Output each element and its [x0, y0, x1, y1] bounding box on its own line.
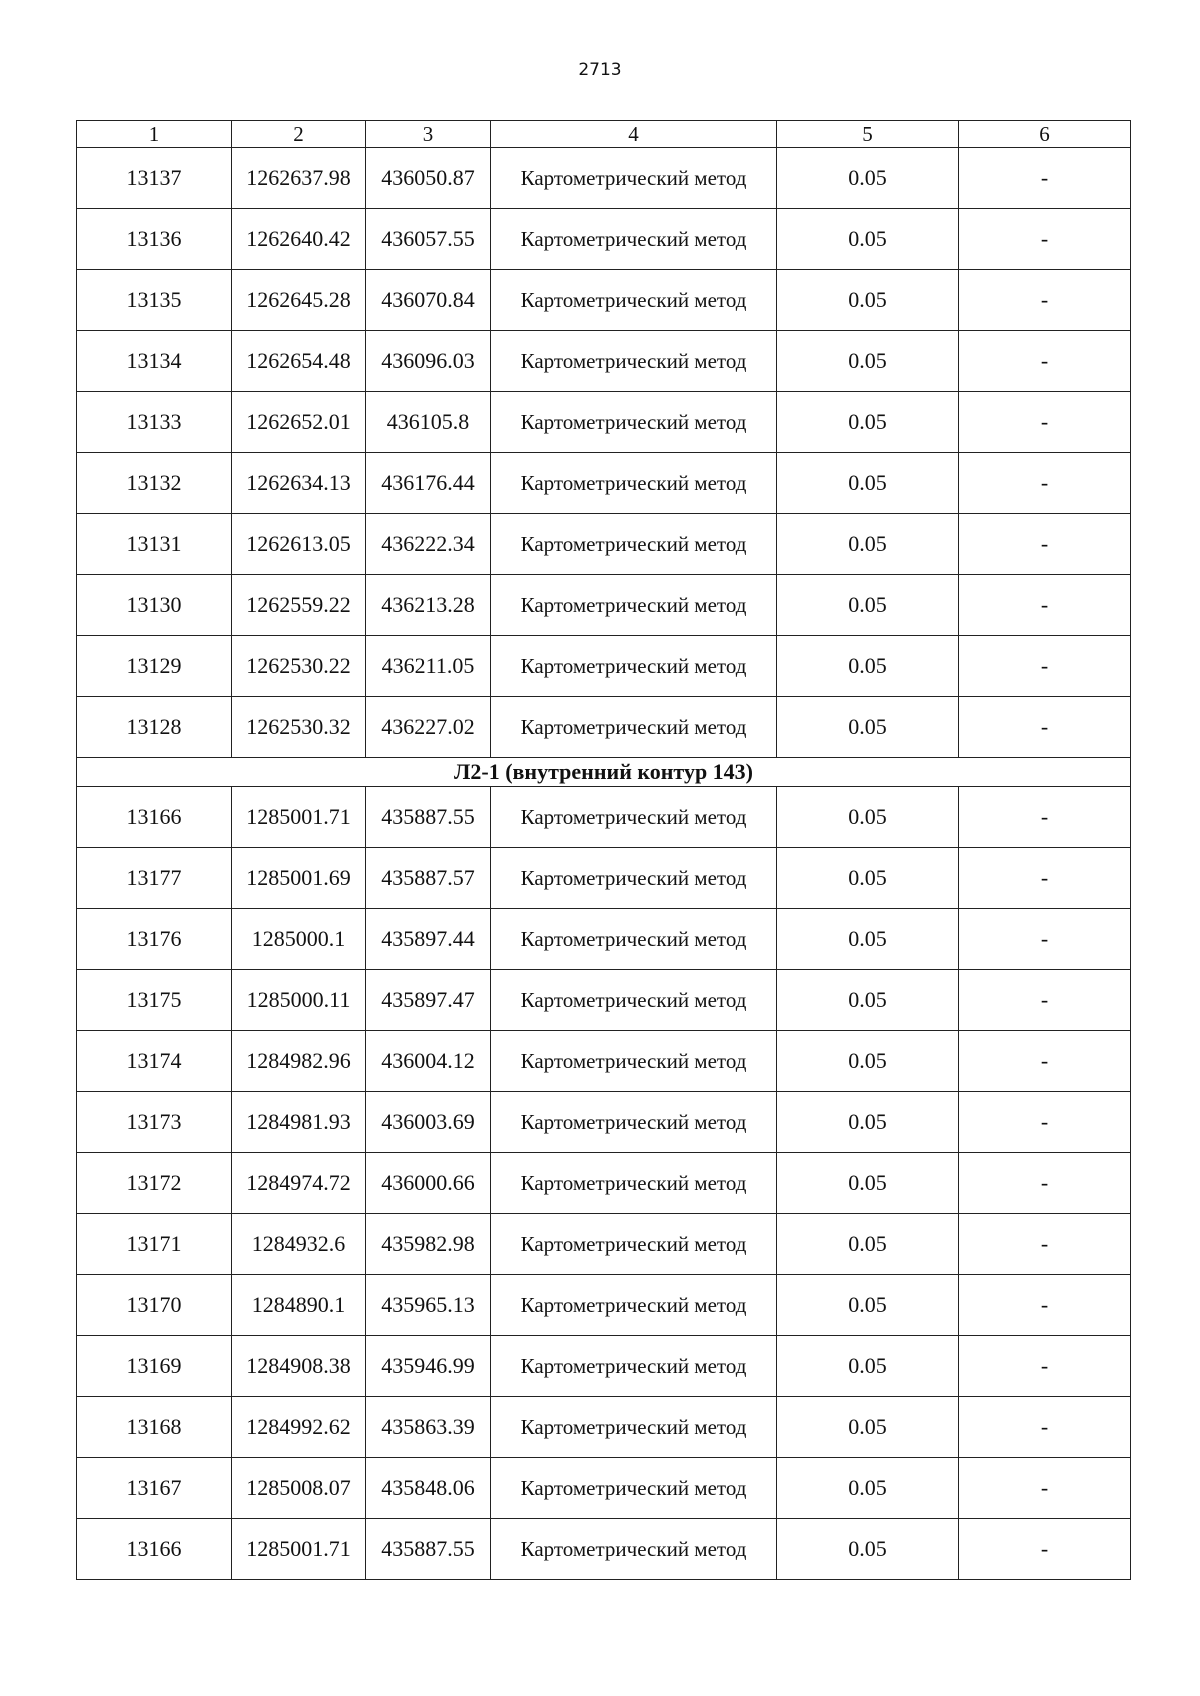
- method-cell: Картометрический метод: [491, 848, 777, 909]
- point-number-cell: 13173: [77, 1092, 232, 1153]
- accuracy-cell: 0.05: [777, 909, 959, 970]
- point-number-cell: 13166: [77, 787, 232, 848]
- note-cell: -: [959, 636, 1131, 697]
- point-number-cell: 13134: [77, 331, 232, 392]
- method-cell: Картометрический метод: [491, 331, 777, 392]
- accuracy-cell: 0.05: [777, 848, 959, 909]
- method-cell: Картометрический метод: [491, 1458, 777, 1519]
- accuracy-cell: 0.05: [777, 1519, 959, 1580]
- column-header: 4: [491, 121, 777, 148]
- table-row: [77, 575, 1131, 636]
- y-coordinate-cell: 435848.06: [366, 1458, 491, 1519]
- x-coordinate-cell: 1284890.1: [232, 1275, 366, 1336]
- point-number-cell: 13168: [77, 1397, 232, 1458]
- table-row: [77, 331, 1131, 392]
- x-coordinate-cell: 1262645.28: [232, 270, 366, 331]
- point-number-cell: 13167: [77, 1458, 232, 1519]
- point-number-cell: 13130: [77, 575, 232, 636]
- x-coordinate-cell: 1285008.07: [232, 1458, 366, 1519]
- point-number-cell: 13129: [77, 636, 232, 697]
- x-coordinate-cell: 1284932.6: [232, 1214, 366, 1275]
- section-title: Л2-1 (внутренний контур 143): [77, 758, 1131, 787]
- y-coordinate-cell: 436213.28: [366, 575, 491, 636]
- note-cell: -: [959, 697, 1131, 758]
- note-cell: -: [959, 514, 1131, 575]
- x-coordinate-cell: 1284974.72: [232, 1153, 366, 1214]
- method-cell: Картометрический метод: [491, 1031, 777, 1092]
- x-coordinate-cell: 1262530.32: [232, 697, 366, 758]
- y-coordinate-cell: 436004.12: [366, 1031, 491, 1092]
- accuracy-cell: 0.05: [777, 270, 959, 331]
- table-row: [77, 209, 1131, 270]
- column-header: 5: [777, 121, 959, 148]
- table-row: [77, 1275, 1131, 1336]
- point-number-cell: 13137: [77, 148, 232, 209]
- y-coordinate-cell: 436105.8: [366, 392, 491, 453]
- note-cell: -: [959, 1153, 1131, 1214]
- y-coordinate-cell: 436227.02: [366, 697, 491, 758]
- note-cell: -: [959, 575, 1131, 636]
- table-row: [77, 909, 1131, 970]
- point-number-cell: 13128: [77, 697, 232, 758]
- point-number-cell: 13136: [77, 209, 232, 270]
- method-cell: Картометрический метод: [491, 787, 777, 848]
- point-number-cell: 13132: [77, 453, 232, 514]
- column-header-row: [77, 121, 1131, 148]
- x-coordinate-cell: 1262640.42: [232, 209, 366, 270]
- table-row: [77, 1092, 1131, 1153]
- y-coordinate-cell: 435897.44: [366, 909, 491, 970]
- column-header: 1: [77, 121, 232, 148]
- accuracy-cell: 0.05: [777, 636, 959, 697]
- x-coordinate-cell: 1262637.98: [232, 148, 366, 209]
- note-cell: -: [959, 270, 1131, 331]
- y-coordinate-cell: 435887.55: [366, 787, 491, 848]
- accuracy-cell: 0.05: [777, 575, 959, 636]
- y-coordinate-cell: 435863.39: [366, 1397, 491, 1458]
- point-number-cell: 13175: [77, 970, 232, 1031]
- y-coordinate-cell: 436000.66: [366, 1153, 491, 1214]
- x-coordinate-cell: 1262559.22: [232, 575, 366, 636]
- note-cell: -: [959, 148, 1131, 209]
- x-coordinate-cell: 1262652.01: [232, 392, 366, 453]
- method-cell: Картометрический метод: [491, 1397, 777, 1458]
- table-row: [77, 453, 1131, 514]
- note-cell: -: [959, 1214, 1131, 1275]
- note-cell: -: [959, 1458, 1131, 1519]
- note-cell: -: [959, 787, 1131, 848]
- method-cell: Картометрический метод: [491, 909, 777, 970]
- x-coordinate-cell: 1262530.22: [232, 636, 366, 697]
- table-row: [77, 636, 1131, 697]
- y-coordinate-cell: 435982.98: [366, 1214, 491, 1275]
- point-number-cell: 13177: [77, 848, 232, 909]
- section-row: [77, 758, 1131, 787]
- method-cell: Картометрический метод: [491, 697, 777, 758]
- note-cell: -: [959, 909, 1131, 970]
- method-cell: Картометрический метод: [491, 575, 777, 636]
- accuracy-cell: 0.05: [777, 514, 959, 575]
- accuracy-cell: 0.05: [777, 697, 959, 758]
- table-row: [77, 970, 1131, 1031]
- table-row: [77, 1397, 1131, 1458]
- accuracy-cell: 0.05: [777, 148, 959, 209]
- table-row: [77, 697, 1131, 758]
- x-coordinate-cell: 1262654.48: [232, 331, 366, 392]
- accuracy-cell: 0.05: [777, 1153, 959, 1214]
- y-coordinate-cell: 436176.44: [366, 453, 491, 514]
- x-coordinate-cell: 1284982.96: [232, 1031, 366, 1092]
- point-number-cell: 13166: [77, 1519, 232, 1580]
- accuracy-cell: 0.05: [777, 1458, 959, 1519]
- method-cell: Картометрический метод: [491, 636, 777, 697]
- x-coordinate-cell: 1285000.11: [232, 970, 366, 1031]
- x-coordinate-cell: 1262634.13: [232, 453, 366, 514]
- column-header: 2: [232, 121, 366, 148]
- table-row: [77, 392, 1131, 453]
- note-cell: -: [959, 1336, 1131, 1397]
- y-coordinate-cell: 435965.13: [366, 1275, 491, 1336]
- point-number-cell: 13131: [77, 514, 232, 575]
- point-number-cell: 13176: [77, 909, 232, 970]
- method-cell: Картометрический метод: [491, 1092, 777, 1153]
- y-coordinate-cell: 436222.34: [366, 514, 491, 575]
- accuracy-cell: 0.05: [777, 1275, 959, 1336]
- accuracy-cell: 0.05: [777, 392, 959, 453]
- y-coordinate-cell: 436070.84: [366, 270, 491, 331]
- table-row: [77, 270, 1131, 331]
- method-cell: Картометрический метод: [491, 453, 777, 514]
- page-number: 2713: [578, 60, 622, 80]
- point-number-cell: 13133: [77, 392, 232, 453]
- accuracy-cell: 0.05: [777, 209, 959, 270]
- method-cell: Картометрический метод: [491, 1519, 777, 1580]
- note-cell: -: [959, 970, 1131, 1031]
- accuracy-cell: 0.05: [777, 1031, 959, 1092]
- note-cell: -: [959, 1092, 1131, 1153]
- accuracy-cell: 0.05: [777, 331, 959, 392]
- method-cell: Картометрический метод: [491, 1275, 777, 1336]
- point-number-cell: 13174: [77, 1031, 232, 1092]
- table-row: [77, 514, 1131, 575]
- y-coordinate-cell: 436096.03: [366, 331, 491, 392]
- y-coordinate-cell: 436211.05: [366, 636, 491, 697]
- x-coordinate-cell: 1284992.62: [232, 1397, 366, 1458]
- accuracy-cell: 0.05: [777, 1092, 959, 1153]
- x-coordinate-cell: 1262613.05: [232, 514, 366, 575]
- column-header: 3: [366, 121, 491, 148]
- point-number-cell: 13172: [77, 1153, 232, 1214]
- table-row: [77, 148, 1131, 209]
- table-row: [77, 1519, 1131, 1580]
- note-cell: -: [959, 1519, 1131, 1580]
- note-cell: -: [959, 1031, 1131, 1092]
- method-cell: Картометрический метод: [491, 970, 777, 1031]
- x-coordinate-cell: 1284908.38: [232, 1336, 366, 1397]
- point-number-cell: 13170: [77, 1275, 232, 1336]
- point-number-cell: 13135: [77, 270, 232, 331]
- table-row: [77, 1214, 1131, 1275]
- method-cell: Картометрический метод: [491, 392, 777, 453]
- y-coordinate-cell: 435897.47: [366, 970, 491, 1031]
- table-row: [77, 848, 1131, 909]
- y-coordinate-cell: 436057.55: [366, 209, 491, 270]
- accuracy-cell: 0.05: [777, 1214, 959, 1275]
- note-cell: -: [959, 1397, 1131, 1458]
- x-coordinate-cell: 1285001.69: [232, 848, 366, 909]
- x-coordinate-cell: 1285001.71: [232, 1519, 366, 1580]
- note-cell: -: [959, 392, 1131, 453]
- accuracy-cell: 0.05: [777, 1336, 959, 1397]
- column-header: 6: [959, 121, 1131, 148]
- x-coordinate-cell: 1285001.71: [232, 787, 366, 848]
- method-cell: Картометрический метод: [491, 148, 777, 209]
- method-cell: Картометрический метод: [491, 1214, 777, 1275]
- x-coordinate-cell: 1285000.1: [232, 909, 366, 970]
- y-coordinate-cell: 436050.87: [366, 148, 491, 209]
- y-coordinate-cell: 435887.55: [366, 1519, 491, 1580]
- y-coordinate-cell: 435887.57: [366, 848, 491, 909]
- point-number-cell: 13171: [77, 1214, 232, 1275]
- note-cell: -: [959, 848, 1131, 909]
- note-cell: -: [959, 209, 1131, 270]
- y-coordinate-cell: 435946.99: [366, 1336, 491, 1397]
- method-cell: Картометрический метод: [491, 514, 777, 575]
- table-row: [77, 1031, 1131, 1092]
- table-row: [77, 787, 1131, 848]
- method-cell: Картометрический метод: [491, 1336, 777, 1397]
- method-cell: Картометрический метод: [491, 1153, 777, 1214]
- note-cell: -: [959, 453, 1131, 514]
- note-cell: -: [959, 331, 1131, 392]
- y-coordinate-cell: 436003.69: [366, 1092, 491, 1153]
- method-cell: Картометрический метод: [491, 209, 777, 270]
- accuracy-cell: 0.05: [777, 787, 959, 848]
- point-number-cell: 13169: [77, 1336, 232, 1397]
- method-cell: Картометрический метод: [491, 270, 777, 331]
- coordinates-table: [76, 120, 1131, 1580]
- table-row: [77, 1458, 1131, 1519]
- accuracy-cell: 0.05: [777, 1397, 959, 1458]
- accuracy-cell: 0.05: [777, 970, 959, 1031]
- table-row: [77, 1153, 1131, 1214]
- note-cell: -: [959, 1275, 1131, 1336]
- accuracy-cell: 0.05: [777, 453, 959, 514]
- table-row: [77, 1336, 1131, 1397]
- x-coordinate-cell: 1284981.93: [232, 1092, 366, 1153]
